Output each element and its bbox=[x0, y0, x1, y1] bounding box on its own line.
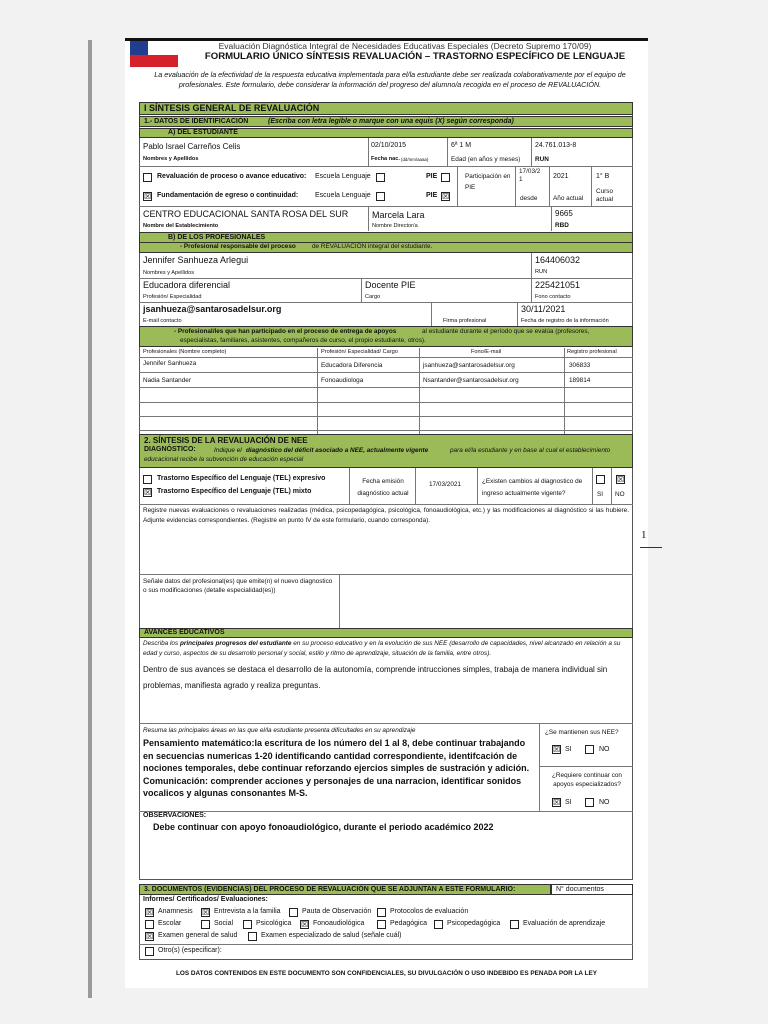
dificultades-text: Pensamiento matemático:la escritura de los número del 1 al 8, debe continuar trabajando en secuencias numericas 1-20 identificando cantidad correspondiente, identifcación de nociones temporales, debe continuar reforzando ejercios simples de sustración y adición. Comunicación: comprender acciones y personajes de una narracion, identificar sonidos vocalicos y algunas consonantes M-S. bbox=[143, 738, 530, 798]
diagnostico-text-bold: diagnóstico del déficit asociado a NEE, actualmente vigente bbox=[246, 447, 429, 454]
avances-title: AVANCES EDUCATIVOS bbox=[144, 629, 225, 636]
registre-text: Registre nuevas evaluaciones o revaluaciones realizadas (médica, psicopedagógica, psicológica, fonoaudiológica, etc.) y las modificaciones al diagnóstico si las hubiere. Adjunte evidencias correspondientes. (Registre en punto IV de este formulario, cuando corresponda). bbox=[143, 507, 629, 524]
prof-email-label: E-mail contacto bbox=[143, 318, 182, 324]
registro-date: 30/11/2021 bbox=[521, 304, 566, 314]
prof-email: jsanhueza@santarosadelsur.org bbox=[143, 304, 282, 314]
prof-run: 164406032 bbox=[535, 255, 581, 265]
table-header-specialty: Profesión/ Especialidad/ Cargo bbox=[321, 349, 398, 355]
doc-checkbox[interactable]: ☒ bbox=[146, 908, 154, 917]
participacion-date: 17/03/2 1 bbox=[519, 168, 541, 183]
requiere-no-checkbox[interactable] bbox=[585, 798, 594, 807]
proceso-label: Revaluación de proceso o avance educativo: bbox=[157, 173, 307, 180]
table-cell-specialty: Fonoaudiologa bbox=[321, 377, 364, 384]
section-1-title: I SÍNTESIS GENERAL DE REVALUACIÓN bbox=[144, 103, 320, 113]
emision-date: 17/03/2021 bbox=[429, 481, 461, 488]
avances-desc-bold: principales progresos del estudiante bbox=[179, 640, 292, 647]
escuela-checkbox-1[interactable] bbox=[376, 173, 385, 182]
desde-label: desde bbox=[520, 195, 538, 202]
doc-checkbox[interactable] bbox=[377, 908, 386, 917]
doc-label: Escolar bbox=[158, 920, 182, 927]
director-name: Marcela Lara bbox=[372, 210, 425, 220]
document-supertitle: Evaluación Diagnóstica Integral de Necesidades Educativas Especiales (Decreto Supremo 170/09) bbox=[218, 41, 592, 51]
section-2-header bbox=[139, 434, 633, 468]
table-cell-contact: jsanhueza@santarosadelsur.org bbox=[423, 362, 515, 369]
resuma-label: Resuma las principales áreas en las que el/la estudiante presenta dificultades en su aprendizaje bbox=[143, 727, 416, 734]
prof-specialty: Educadora diferencial bbox=[143, 280, 231, 290]
director-label: Nombre Director/a bbox=[372, 223, 418, 229]
diagnostico-text-3: educacional recibe la subvención de educación especial bbox=[144, 456, 304, 463]
senale-text: Señale datos del profesional(es) que emite(n) el nuevo diagnostico o sus modificaciones (detalle especialidad(es)) bbox=[143, 578, 333, 594]
participantes-title: - Profesional/les que han participado en el proceso de entrega de apoyos bbox=[174, 328, 397, 335]
avances-text: Dentro de sus avances se destaca el desarrollo de la autonomía, comprende intrucciones simples, trabaja de manera individual sin problemas, manifiesta agrado y realiza preguntas. bbox=[143, 665, 608, 690]
birth-date-label: Fecha nac. bbox=[371, 156, 400, 162]
datos-note: (Escriba con letra legible o marque con una equis (X) según corresponda) bbox=[268, 118, 514, 125]
participantes-rest: al estudiante durante el período que se evalúa (profesores, bbox=[422, 328, 590, 335]
avances-desc-1: Describa los bbox=[143, 640, 179, 647]
avances-desc-2: en su proceso educativo y en la evolución de sus NEE (desarrollo de capacidades, nivel alcanzado en relación a su edad y curso, aspectos de su desarrollo personal y social, estilo y ritmo de aprendizaje, situación de la familia, entre otros). bbox=[143, 640, 621, 657]
observaciones-label: OBSERVACIONES: bbox=[143, 812, 207, 819]
prof-cargo-label: Cargo bbox=[365, 294, 381, 300]
doc-label: Evaluación de aprendizaje bbox=[523, 920, 606, 927]
doc-checkbox[interactable] bbox=[145, 947, 154, 956]
pie-label-1: PIE bbox=[426, 173, 438, 180]
emision-label: Fecha emisión diagnóstico actual bbox=[357, 478, 409, 497]
government-logo bbox=[130, 41, 178, 67]
doc-checkbox[interactable]: ☒ bbox=[301, 920, 309, 929]
mantienen-no-label: NO bbox=[599, 746, 610, 753]
establishment-label: Nombre del Establecimiento bbox=[143, 223, 219, 229]
responsable-suffix: de REVALUACIÓN integral del estudiante. bbox=[312, 243, 433, 250]
doc-checkbox[interactable] bbox=[248, 932, 257, 941]
section-2-title: 2. SÍNTESIS DE LA REVALUACIÓN DE NEE bbox=[144, 436, 308, 445]
doc-label: Entrevista a la familia bbox=[214, 908, 281, 915]
confidentiality-footer: LOS DATOS CONTENIDOS EN ESTE DOCUMENTO SON CONFIDENCIALES, SU DIVULGACIÓN O USO INDEBIDO ES PENADA POR LA LEY bbox=[176, 970, 597, 977]
left-margin-rule bbox=[88, 40, 92, 998]
participacion-label: Participación en PIE bbox=[465, 173, 511, 191]
doc-checkbox[interactable] bbox=[201, 920, 210, 929]
cambios-si-label: SI bbox=[597, 491, 604, 498]
datos-title: 1.- DATOS DE IDENTIFICACIÓN bbox=[144, 118, 249, 125]
course-label: Curso actual bbox=[596, 188, 614, 203]
cambios-no-label: NO bbox=[615, 491, 625, 498]
birth-date: 02/10/2015 bbox=[371, 142, 407, 149]
doc-checkbox[interactable] bbox=[145, 920, 154, 929]
rbd-value: 9665 bbox=[555, 209, 573, 218]
doc-label: Examen general de salud bbox=[158, 932, 238, 939]
responsable-label: - Profesional responsable del proceso bbox=[180, 243, 296, 250]
requiere-question: ¿Requiere continuar con apoyos especializados? bbox=[552, 772, 622, 788]
doc-checkbox[interactable] bbox=[243, 920, 252, 929]
doc-label: Fonoaudiológica bbox=[313, 920, 365, 927]
tel-expresivo-checkbox[interactable] bbox=[143, 475, 152, 484]
table-cell-name: Jennifer Sanhueza bbox=[143, 360, 197, 367]
age-label: Edad (en años y meses) bbox=[451, 156, 521, 163]
table-cell-registro: 189814 bbox=[569, 377, 591, 384]
cambios-no-checkbox[interactable]: ☒ bbox=[617, 475, 625, 484]
participantes-header bbox=[139, 326, 633, 347]
page-number: 1 bbox=[641, 529, 647, 541]
student-name: Pablo Israel Carreños Celis bbox=[143, 142, 241, 151]
student-age: 6ª 1 M bbox=[451, 142, 472, 149]
mantienen-question: ¿Se mantienen sus NEE? bbox=[545, 729, 619, 736]
prof-phone: 225421051 bbox=[535, 280, 581, 290]
form-page bbox=[125, 38, 648, 988]
pie-label-2: PIE bbox=[426, 192, 438, 199]
doc-label: Pauta de Observación bbox=[302, 908, 372, 915]
prof-name: Jennifer Sanhueza Arlegui bbox=[143, 255, 249, 265]
doc-checkbox[interactable] bbox=[510, 920, 519, 929]
requiere-no-label: NO bbox=[599, 799, 610, 806]
informes-label: Informes/ Certificados/ Evaluaciones: bbox=[143, 896, 268, 903]
current-course: 1° B bbox=[596, 173, 610, 180]
document-intro bbox=[150, 70, 630, 90]
year-label: Año actual bbox=[553, 195, 584, 202]
table-header-name: Profesionales (Nombre completo) bbox=[143, 349, 227, 355]
tel-expresivo-label: Trastorno Específico del Lenguaje (TEL) expresivo bbox=[157, 475, 326, 482]
num-documents-label: N° documentos bbox=[556, 886, 604, 893]
cambios-si-checkbox[interactable] bbox=[596, 475, 605, 484]
proceso-checkbox[interactable] bbox=[143, 173, 152, 182]
participantes-rest-2: especialistas, familiares, asistentes, compañeros de curso, el propio estudiante, otros). bbox=[180, 337, 426, 344]
intro-line-1: La evaluación de la efectividad de la respuesta educativa implementada para el/la estudiante debe ser realizada colaborativamente por el equipo de bbox=[154, 70, 626, 79]
rbd-label: RBD bbox=[555, 222, 569, 229]
escuela-lenguaje-label-2: Escuela Lenguaje bbox=[315, 192, 371, 199]
diagnostico-label: DIAGNÓSTICO: bbox=[144, 446, 196, 453]
estudiante-title: A) DEL ESTUDIANTE bbox=[168, 129, 238, 136]
doc-checkbox[interactable] bbox=[434, 920, 443, 929]
diagnostico-text-1: Indique el bbox=[214, 447, 242, 454]
birth-date-format: (dd/mm/aaaa) bbox=[401, 157, 429, 162]
escuela-checkbox-2[interactable] bbox=[376, 192, 385, 201]
responsable-header bbox=[139, 243, 633, 253]
doc-label: Pedagógica bbox=[390, 920, 427, 927]
table-cell-name: Nadia Santander bbox=[143, 377, 191, 384]
cambios-question: ¿Existen cambios al diagnostico de ingreso actualmente vigente? bbox=[482, 478, 583, 497]
avances-header bbox=[139, 628, 633, 638]
doc-checkbox[interactable]: ☒ bbox=[146, 932, 154, 941]
requiere-si-checkbox[interactable]: ☒ bbox=[553, 798, 561, 807]
prof-run-label: RUN bbox=[535, 269, 548, 275]
prof-phone-label: Fono contacto bbox=[535, 294, 571, 300]
doc-label: Social bbox=[214, 920, 234, 927]
fundamentacion-label: Fundamentación de egreso o continuidad: bbox=[157, 192, 299, 199]
table-cell-specialty: Educadora Diferencia bbox=[321, 362, 383, 369]
document-title: FORMULARIO ÚNICO SÍNTESIS REVALUACIÓN – TRASTORNO ESPECÍFICO DE LENGUAJE bbox=[204, 51, 626, 62]
mantienen-si-label: SI bbox=[565, 746, 572, 753]
table-row bbox=[139, 373, 633, 387]
pie-checkbox-1[interactable] bbox=[441, 173, 450, 182]
student-run: 24.761.013-8 bbox=[535, 142, 577, 149]
avances-description bbox=[143, 639, 629, 659]
escuela-lenguaje-label-1: Escuela Lenguaje bbox=[315, 173, 371, 180]
table-header-registro: Registro profesional bbox=[567, 349, 617, 355]
num-documents-cell bbox=[551, 884, 633, 895]
prof-name-label: Nombres y Apellidos bbox=[143, 270, 194, 276]
tel-mixto-checkbox[interactable]: ☒ bbox=[144, 488, 152, 497]
table-cell-registro: 306833 bbox=[569, 362, 591, 369]
student-name-label: Nombres y Apellidos bbox=[143, 156, 199, 162]
mantienen-no-checkbox[interactable] bbox=[585, 745, 594, 754]
registro-label: Fecha de registro de la información bbox=[521, 318, 609, 324]
doc-label: Anamnesis bbox=[158, 908, 193, 915]
table-cell-contact: Nsantander@santarosadelsur.org bbox=[423, 377, 519, 384]
current-year: 2021 bbox=[553, 173, 569, 180]
doc-label: Examen especializado de salud (señale cuál) bbox=[261, 932, 402, 939]
intro-line-2: profesionales. Este formulario, debe considerar la información del progreso del alumno/a recogida en el proceso de REVALUACIÓN. bbox=[178, 80, 602, 89]
table-header-contact: Fono/E-mail bbox=[471, 349, 502, 355]
pie-checkbox-2[interactable]: ☒ bbox=[442, 192, 450, 201]
section-3-title: 3. DOCUMENTOS (EVIDENCIAS) DEL PROCESO DE REVALUACIÓN QUE SE ADJUNTAN A ESTE FORMULARIO: bbox=[144, 886, 516, 893]
requiere-si-label: SI bbox=[565, 799, 572, 806]
doc-label: Protocolos de evaluación bbox=[390, 908, 469, 915]
datos-header bbox=[139, 116, 633, 127]
prof-cargo: Docente PIE bbox=[365, 280, 416, 290]
section-1-header bbox=[139, 102, 633, 115]
estudiante-header bbox=[139, 128, 633, 138]
doc-checkbox[interactable]: ☒ bbox=[202, 908, 210, 917]
tel-mixto-label: Trastorno Específico del Lenguaje (TEL) mixto bbox=[157, 488, 312, 495]
diagnostico-text-2: para el/la estudiante y en base al cual el establecimiento bbox=[450, 447, 611, 454]
page-number-rule bbox=[640, 547, 662, 548]
run-label: RUN bbox=[535, 156, 549, 163]
fundamentacion-checkbox[interactable]: ☒ bbox=[144, 192, 152, 201]
firma-label: Firma profesional bbox=[443, 318, 487, 324]
doc-label: Psicopedagógica bbox=[447, 920, 501, 927]
doc-checkbox[interactable] bbox=[377, 920, 386, 929]
doc-label: Otro(s) (especificar): bbox=[158, 947, 222, 954]
prof-specialty-label: Profesión/ Especialidad bbox=[143, 294, 202, 300]
establishment-name: CENTRO EDUCACIONAL SANTA ROSA DEL SUR bbox=[143, 209, 349, 219]
doc-label: Psicológica bbox=[256, 920, 292, 927]
profesionales-header bbox=[139, 232, 633, 243]
profesionales-title: B) DE LOS PROFESIONALES bbox=[168, 234, 266, 241]
mantienen-si-checkbox[interactable]: ☒ bbox=[553, 745, 561, 754]
doc-checkbox[interactable] bbox=[289, 908, 298, 917]
section-3-header bbox=[139, 884, 551, 895]
observaciones-text: Debe continuar con apoyo fonoaudiológico, durante el periodo académico 2022 bbox=[153, 822, 494, 832]
participants-table bbox=[139, 348, 633, 446]
table-row bbox=[139, 358, 633, 372]
